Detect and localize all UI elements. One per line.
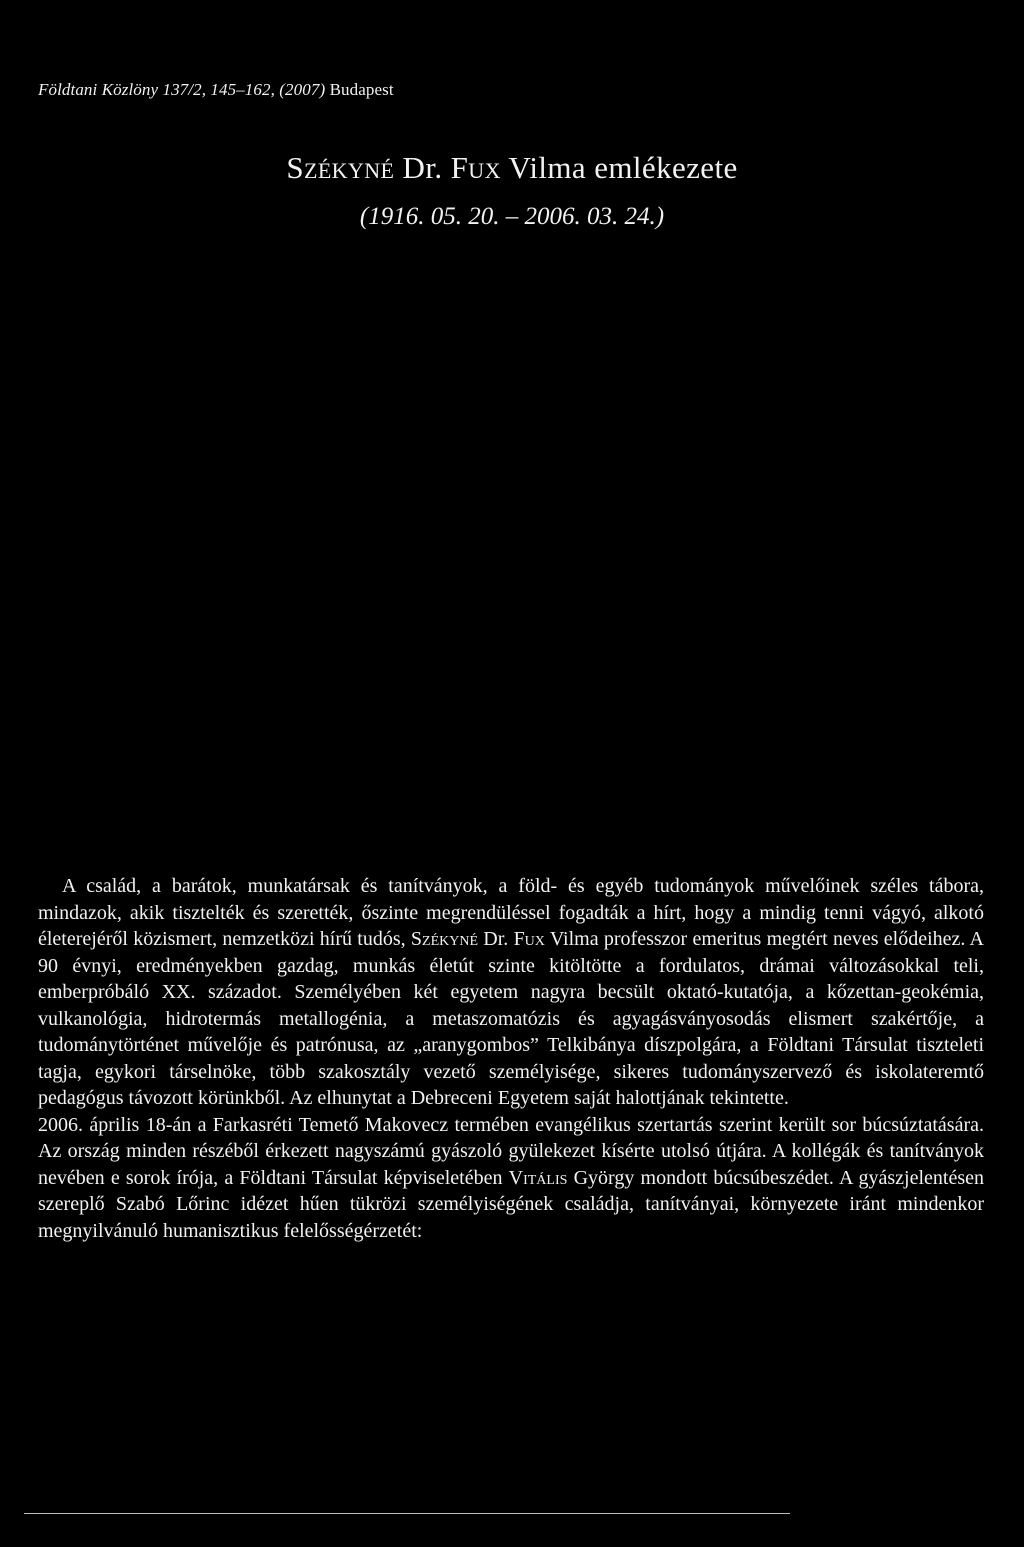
portrait-photo-area bbox=[38, 255, 986, 835]
page-title bbox=[0, 150, 1024, 186]
paragraph-2-part-b: György mondott búcsúbeszédet. A gyászjelentésen szereplő Szabó Lőrinc idézet hűen tükrözi személyiségének családja, tanítványai, környezete iránt mindenkor megnyilvánuló humanisztikus felelősségérzetét: bbox=[38, 1166, 985, 1242]
title-maiden-name: Fux bbox=[450, 150, 501, 185]
person-name-vitalis: Vitális bbox=[508, 1166, 568, 1189]
journal-city: Budapest bbox=[329, 80, 394, 99]
paragraph-1-part-a: A család, a barátok, munkatársak és tanítványok, a föld- és egyéb tudományok művelőinek széles tábora, mindazok, akik tisztelték és szerették, őszinte megrendüléssel fogadták a hírt, hogy a mindig tenni vágyó, alkotó életerejéről közismert, nemzetközi hírű tudós, bbox=[38, 875, 984, 950]
title-dr: Dr. bbox=[402, 150, 443, 185]
paragraph-1-part-c: Vilma professzor emeritus megtért neves elődeihez. A 90 évnyi, eredményekben gazdag, munkás életút szinte kitöltötte a fordulatos, drámai változásokkal teli, emberpróbáló XX. századot. Személyében két egyetem nagyra becsült oktató-kutatója, a kőzettan-geokémia, vulkanológia, hidrotermás metallogénia, a metaszomatózis és agyagásványosodás elismert szakértője, a tudománytörténet művelője és patrónusa, az „aranygombos” Telkibánya díszpolgára, a Földtani Társulat tiszteleti tagja, egykori társelnöke, több szakosztály vezető személyisége, sikeres tudományszervező és iskolateremtő pedagógus távozott körünkből. Az elhunytat a Debreceni Egyetem saját halottjának tekintette. bbox=[38, 928, 984, 1109]
paragraph-1-part-b: Dr. bbox=[478, 928, 514, 950]
title-rest: Vilma emlékezete bbox=[508, 150, 738, 185]
journal-citation bbox=[38, 80, 394, 100]
body-text bbox=[38, 873, 984, 1244]
paragraph-2 bbox=[38, 1112, 984, 1245]
life-dates: (1916. 05. 20. – 2006. 03. 24.) bbox=[359, 203, 665, 230]
journal-citation-text: Földtani Közlöny 137/2, 145–162, (2007) bbox=[38, 80, 326, 99]
person-name-fux: Fux bbox=[513, 928, 545, 950]
person-name-szekyne: Székyné bbox=[410, 928, 479, 950]
footer-rule bbox=[24, 1513, 790, 1514]
paragraph-2-part-a: 2006. április 18-án a Farkasréti Temető Makovecz termében evangélikus szertartás szerint került sor búcsúztatására. Az ország minden részéből érkezett nagyszámú gyászoló gyülekezet kísérte utolsó útjára. A kollégák és tanítványok nevében e sorok írója, a Földtani Társulat képviseletében bbox=[38, 1113, 984, 1189]
paragraph-1 bbox=[38, 873, 984, 1112]
title-surname: Székyné bbox=[286, 150, 395, 185]
